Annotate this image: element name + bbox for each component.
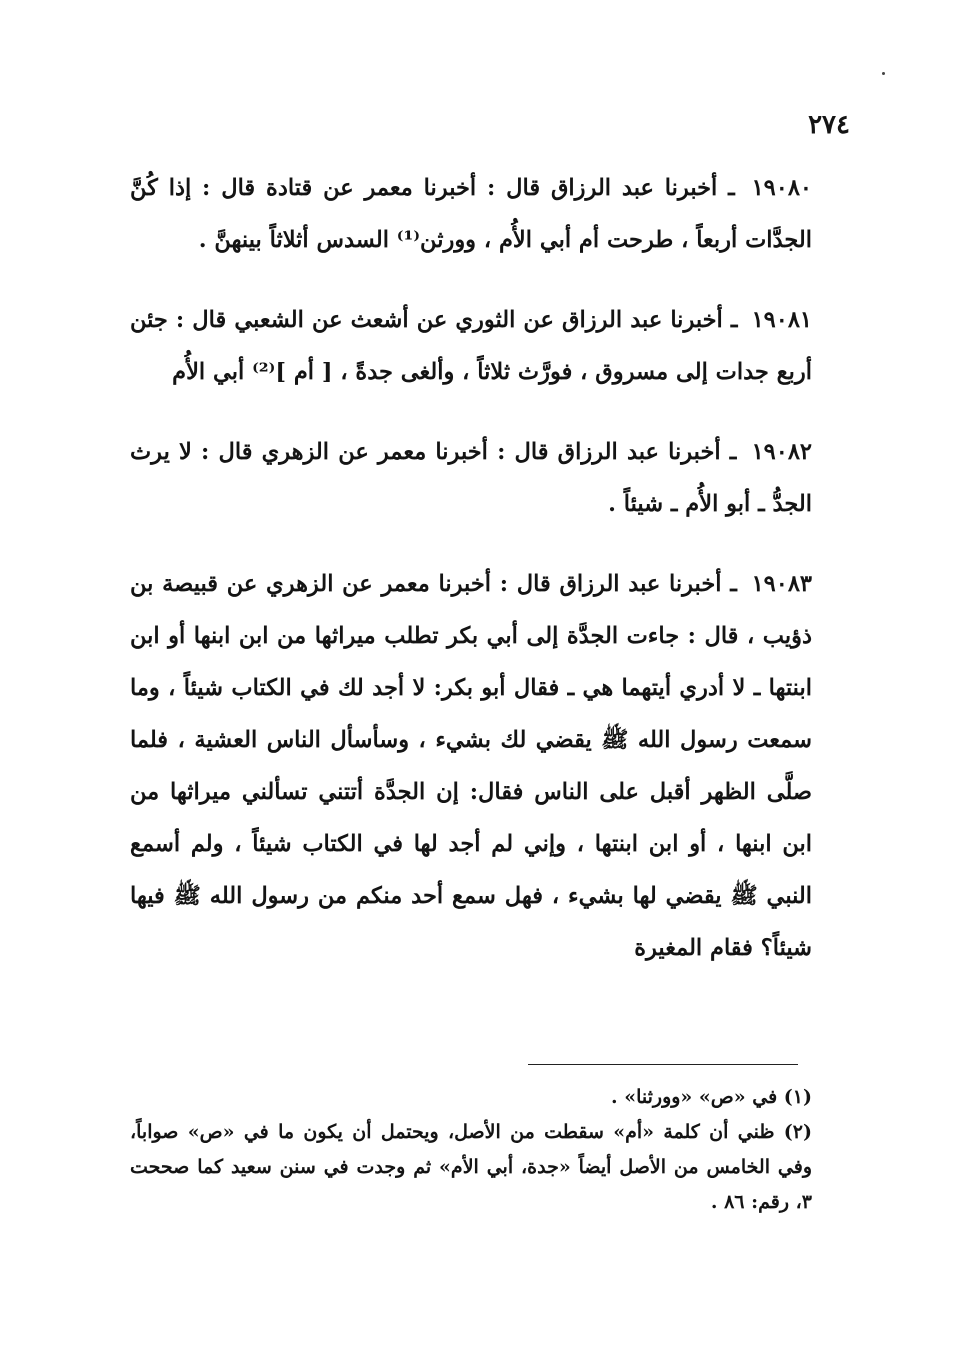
- hadith-19082: [130, 426, 812, 530]
- footnote-2: (٢) ظني أن كلمة «أم» سقطت من الأصل، ويحتمل أن يكون ما في «ص» صواباً، وفي الخامس من الأصل أيضاً «جدة، أبي الأم» ثم وجدت في سنن سعيد كما صححت ٣، رقم: ٨٦ .: [130, 1121, 812, 1213]
- footnote-divider: [528, 1064, 798, 1065]
- hadith-19081: [130, 294, 812, 398]
- hadith-19083: [130, 558, 812, 974]
- hadith-number: ١٩٠٨٠: [751, 175, 812, 201]
- hadith-number: ١٩٠٨٢: [751, 439, 812, 465]
- hadith-number: ١٩٠٨١: [751, 307, 812, 333]
- hadith-text: ـ أخبرنا عبد الرزاق عن الثوري عن أشعث عن الشعبي قال : جئن أربع جدات إلى مسروق ، فورَّث ثلاثاً ، وألغى جدةً ، [ أم ]⁽²⁾ أبي الأُم: [130, 307, 812, 385]
- hadith-number: ١٩٠٨٣: [751, 571, 812, 597]
- main-text: [130, 162, 812, 974]
- page-number: ٢٧٤: [808, 110, 850, 140]
- footnotes: [130, 1080, 812, 1220]
- hadith-19080: [130, 162, 812, 266]
- hadith-text: ـ أخبرنا عبد الرزاق قال : أخبرنا معمر عن الزهري قال : لا يرث الجدُّ ـ أبو الأُم ـ شيئاً .: [130, 439, 812, 517]
- scan-speck: [882, 72, 885, 75]
- hadith-text: ـ أخبرنا عبد الرزاق قال : أخبرنا معمر عن الزهري عن قبيصة بن ذؤيب ، قال : جاءت الجدَّة إلى أبي بكر تطلب ميراثها من ابن ابنها أو ابن ابنتها ـ لا أدري أيتهما هي ـ فقال أبو بكر: لا أجد لك في الكتاب شيئاً ، وما سمعت رسول الله ﷺ يقضي لك بشيء ، وسأسأل الناس العشية ، فلما صلَّى الظهر أقبل على الناس فقال: إن الجدَّة أتتني تسألني ميراثها من ابن ابنها ، أو ابن ابنتها ، وإني لم أجد لها في الكتاب شيئاً ، ولم أسمع النبي ﷺ يقضي لها بشيء ، فهل سمع أحد منكم من رسول الله ﷺ فيها شيئاً؟ فقام المغيرة: [130, 571, 812, 961]
- footnote-1: (١) في «ص» «وورثنا» .: [610, 1086, 812, 1108]
- hadith-text: ـ أخبرنا عبد الرزاق قال : أخبرنا معمر عن قتادة قال : إذا كُنَّ الجدَّات أربعاً ، طرحت أم أبي الأُم ، وورثن⁽¹⁾ السدس أثلاثاً بينهنَّ .: [130, 175, 812, 253]
